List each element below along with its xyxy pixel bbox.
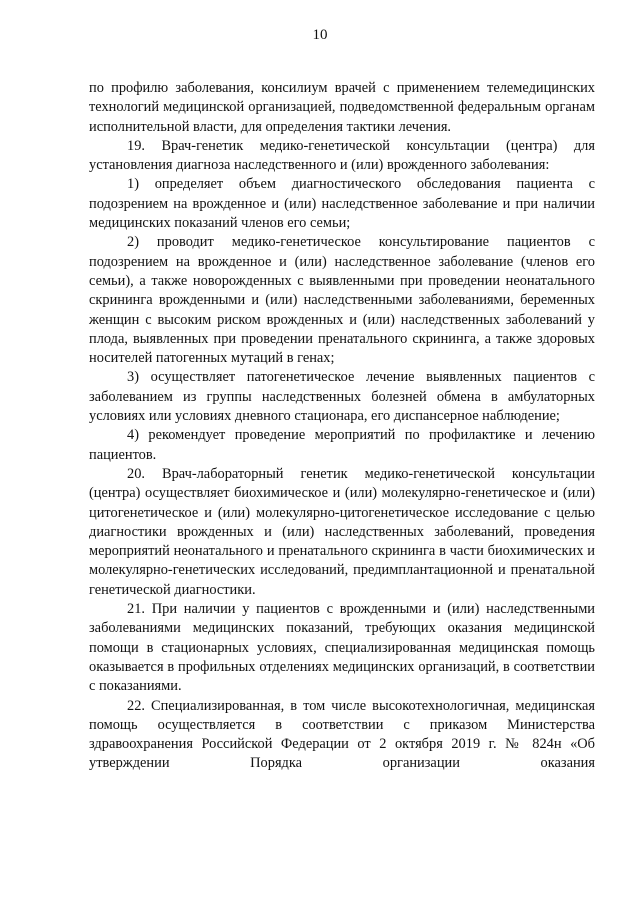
paragraph-20: 20. Врач-лабораторный генетик медико-генетической консультации (центра) осуществляет биохимическое и (или) молекулярно-генетическое и (или) цитогенетическое и (или) молекулярно-цитогенетическое исследование с целью диагностики врожденных и (или) наследственных заболеваний, проведения мероприятий неонатального и пренатального скрининга в части биохимических и молекулярно-генетических исследований, предимплантационной и пренатальной генетической диагностики. — [89, 465, 595, 598]
paragraph-19: 19. Врач-генетик медико-генетической консультации (центра) для установления диагноза наследственного и (или) врожденного заболевания: — [89, 137, 595, 174]
paragraph-19-item-2: 2) проводит медико-генетическое консультирование пациентов с подозрением на врожденное и (или) наследственное заболевание (членов его семьи), а также новорожденных с выявленными при проведении неонатального скрининга врожденными и (или) наследственными заболеваниями, беременных женщин с высоким риском врожденных и (или) наследственных заболеваний у плода, выявленных при проведении пренатального скрининга, а также здоровых носителей патогенных мутаций в генах; — [89, 234, 595, 367]
paragraph-19-item-3: 3) осуществляет патогенетическое лечение выявленных пациентов с заболеванием из группы наследственных болезней обмена в амбулаторных условиях или условиях дневного стационара, его диспансерное наблюдение; — [89, 369, 595, 425]
paragraph-21: 21. При наличии у пациентов с врожденными и (или) наследственными заболеваниями медицинских показаний, требующих оказания медицинской помощи в стационарных условиях, специализированная медицинская помощь оказывается в профильных отделениях медицинских организаций, в соответствии с показаниями. — [89, 601, 595, 695]
paragraph-19-item-4: 4) рекомендует проведение мероприятий по профилактике и лечению пациентов. — [89, 427, 595, 463]
paragraph-22: 22. Специализированная, в том числе высокотехнологичная, медицинская помощь осуществляется в соответствии с приказом Министерства здравоохранения Российской Федерации от 2 октября 2019 г. № 824н «Об утверждении Порядка организации оказания — [89, 697, 595, 772]
paragraph-continuation: по профилю заболевания, консилиум врачей с применением телемедицинских технологий медицинской организацией, подведомственной федеральным органам исполнительной власти, для определения тактики лечения. — [89, 80, 595, 135]
paragraph-19-item-1: 1) определяет объем диагностического обследования пациента с подозрением на врожденное и (или) наследственное заболевание и при наличии медицинских показаний членов его семьи; — [89, 176, 595, 232]
page-number: 10 — [312, 27, 328, 43]
document-body — [89, 79, 595, 774]
